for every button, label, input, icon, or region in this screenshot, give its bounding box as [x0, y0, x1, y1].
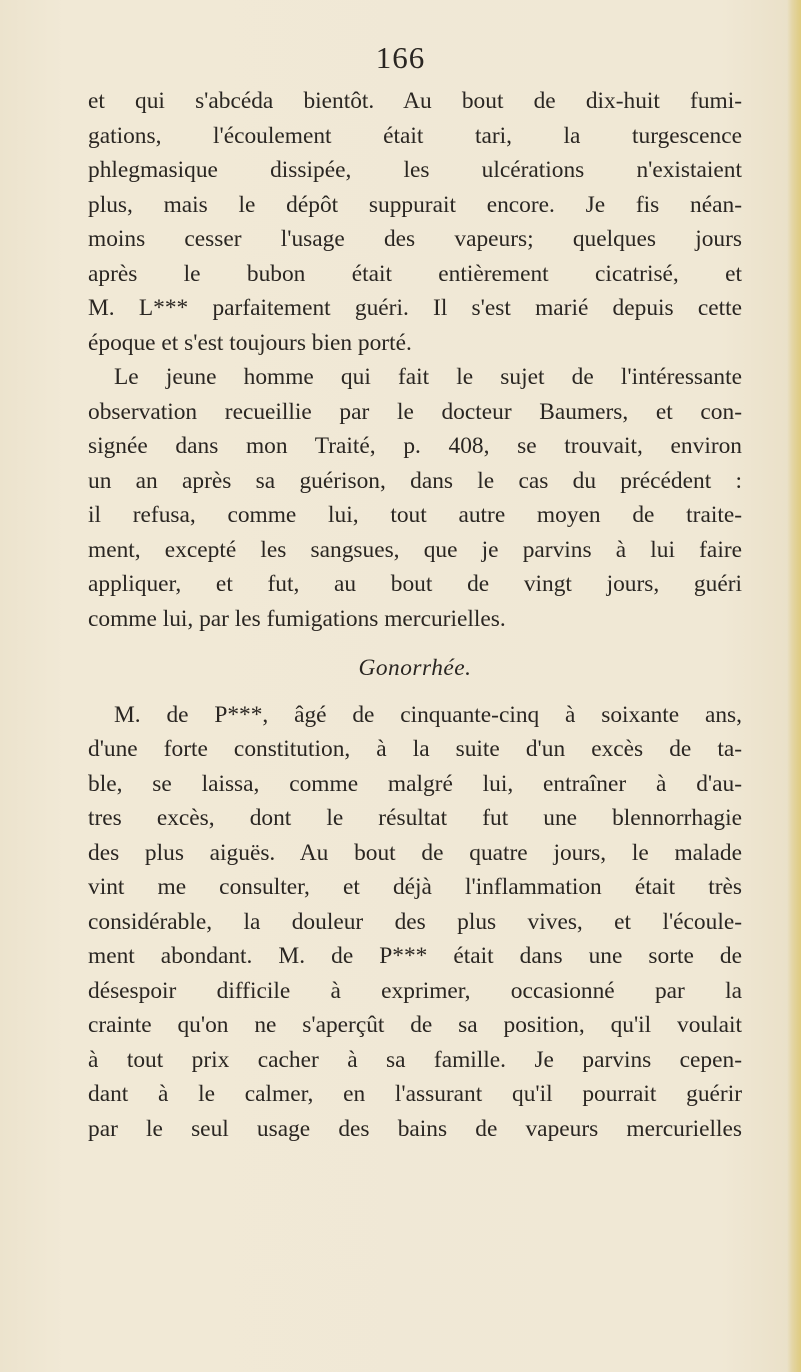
- text-line: il refusa, comme lui, tout autre moyen de traite-: [88, 502, 742, 528]
- text-line: après le bubon était entièrement cicatrisé, et: [88, 260, 742, 287]
- text-line: ment abondant. M. de P*** était dans une sorte de: [88, 943, 742, 969]
- page-body: [88, 84, 742, 1146]
- text-line: à tout prix cacher à sa famille. Je parvins cepen-: [88, 1046, 742, 1073]
- text-line: M. de P***, âgé de cinquante-cinq à soixante ans,: [114, 701, 742, 728]
- text-line: époque et s'est toujours bien porté.: [88, 329, 412, 356]
- text-line: gations, l'écoulement était tari, la turgescence: [88, 122, 742, 149]
- text-line: phlegmasique dissipée, les ulcérations n'existaient: [88, 157, 742, 183]
- text-line: d'une forte constitution, à la suite d'un excès de ta-: [88, 736, 742, 762]
- page-number: 166: [375, 40, 426, 75]
- text-line: des plus aiguës. Au bout de quatre jours, le malade: [88, 839, 742, 866]
- text-line: M. L*** parfaitement guéri. Il s'est marié depuis cette: [88, 295, 742, 321]
- text-line: un an après sa guérison, dans le cas du précédent :: [88, 467, 742, 494]
- page-edge: [787, 0, 801, 1372]
- text-line: par le seul usage des bains de vapeurs mercurielles: [88, 1115, 742, 1142]
- text-line: dant à le calmer, en l'assurant qu'il pourrait guérir: [88, 1081, 742, 1107]
- text-line: crainte qu'on ne s'aperçût de sa position, qu'il voulait: [88, 1012, 742, 1038]
- text-line: ble, se laissa, comme malgré lui, entraîner à d'au-: [88, 770, 742, 797]
- text-line: plus, mais le dépôt suppurait encore. Je fis néan-: [88, 191, 742, 218]
- text-line: considérable, la douleur des plus vives, et l'écoule-: [88, 908, 742, 935]
- text-line: désespoir difficile à exprimer, occasionné par la: [88, 977, 742, 1004]
- text-line: moins cesser l'usage des vapeurs; quelques jours: [88, 226, 742, 252]
- text-line: Le jeune homme qui fait le sujet de l'intéressante: [114, 364, 742, 390]
- section-heading: Gonorrhée.: [358, 655, 472, 681]
- text-line: vint me consulter, et déjà l'inflammation était très: [88, 874, 742, 900]
- text-line: ment, excepté les sangsues, que je parvins à lui faire: [88, 536, 742, 563]
- text-line: et qui s'abcéda bientôt. Au bout de dix-huit fumi-: [88, 88, 742, 114]
- text-line: observation recueillie par le docteur Baumers, et con-: [88, 398, 742, 425]
- text-line: comme lui, par les fumigations mercurielles.: [88, 605, 506, 632]
- text-line: tres excès, dont le résultat fut une blennorrhagie: [88, 805, 742, 831]
- text-line: appliquer, et fut, au bout de vingt jours, guéri: [88, 571, 742, 597]
- text-line: signée dans mon Traité, p. 408, se trouvait, environ: [88, 433, 742, 459]
